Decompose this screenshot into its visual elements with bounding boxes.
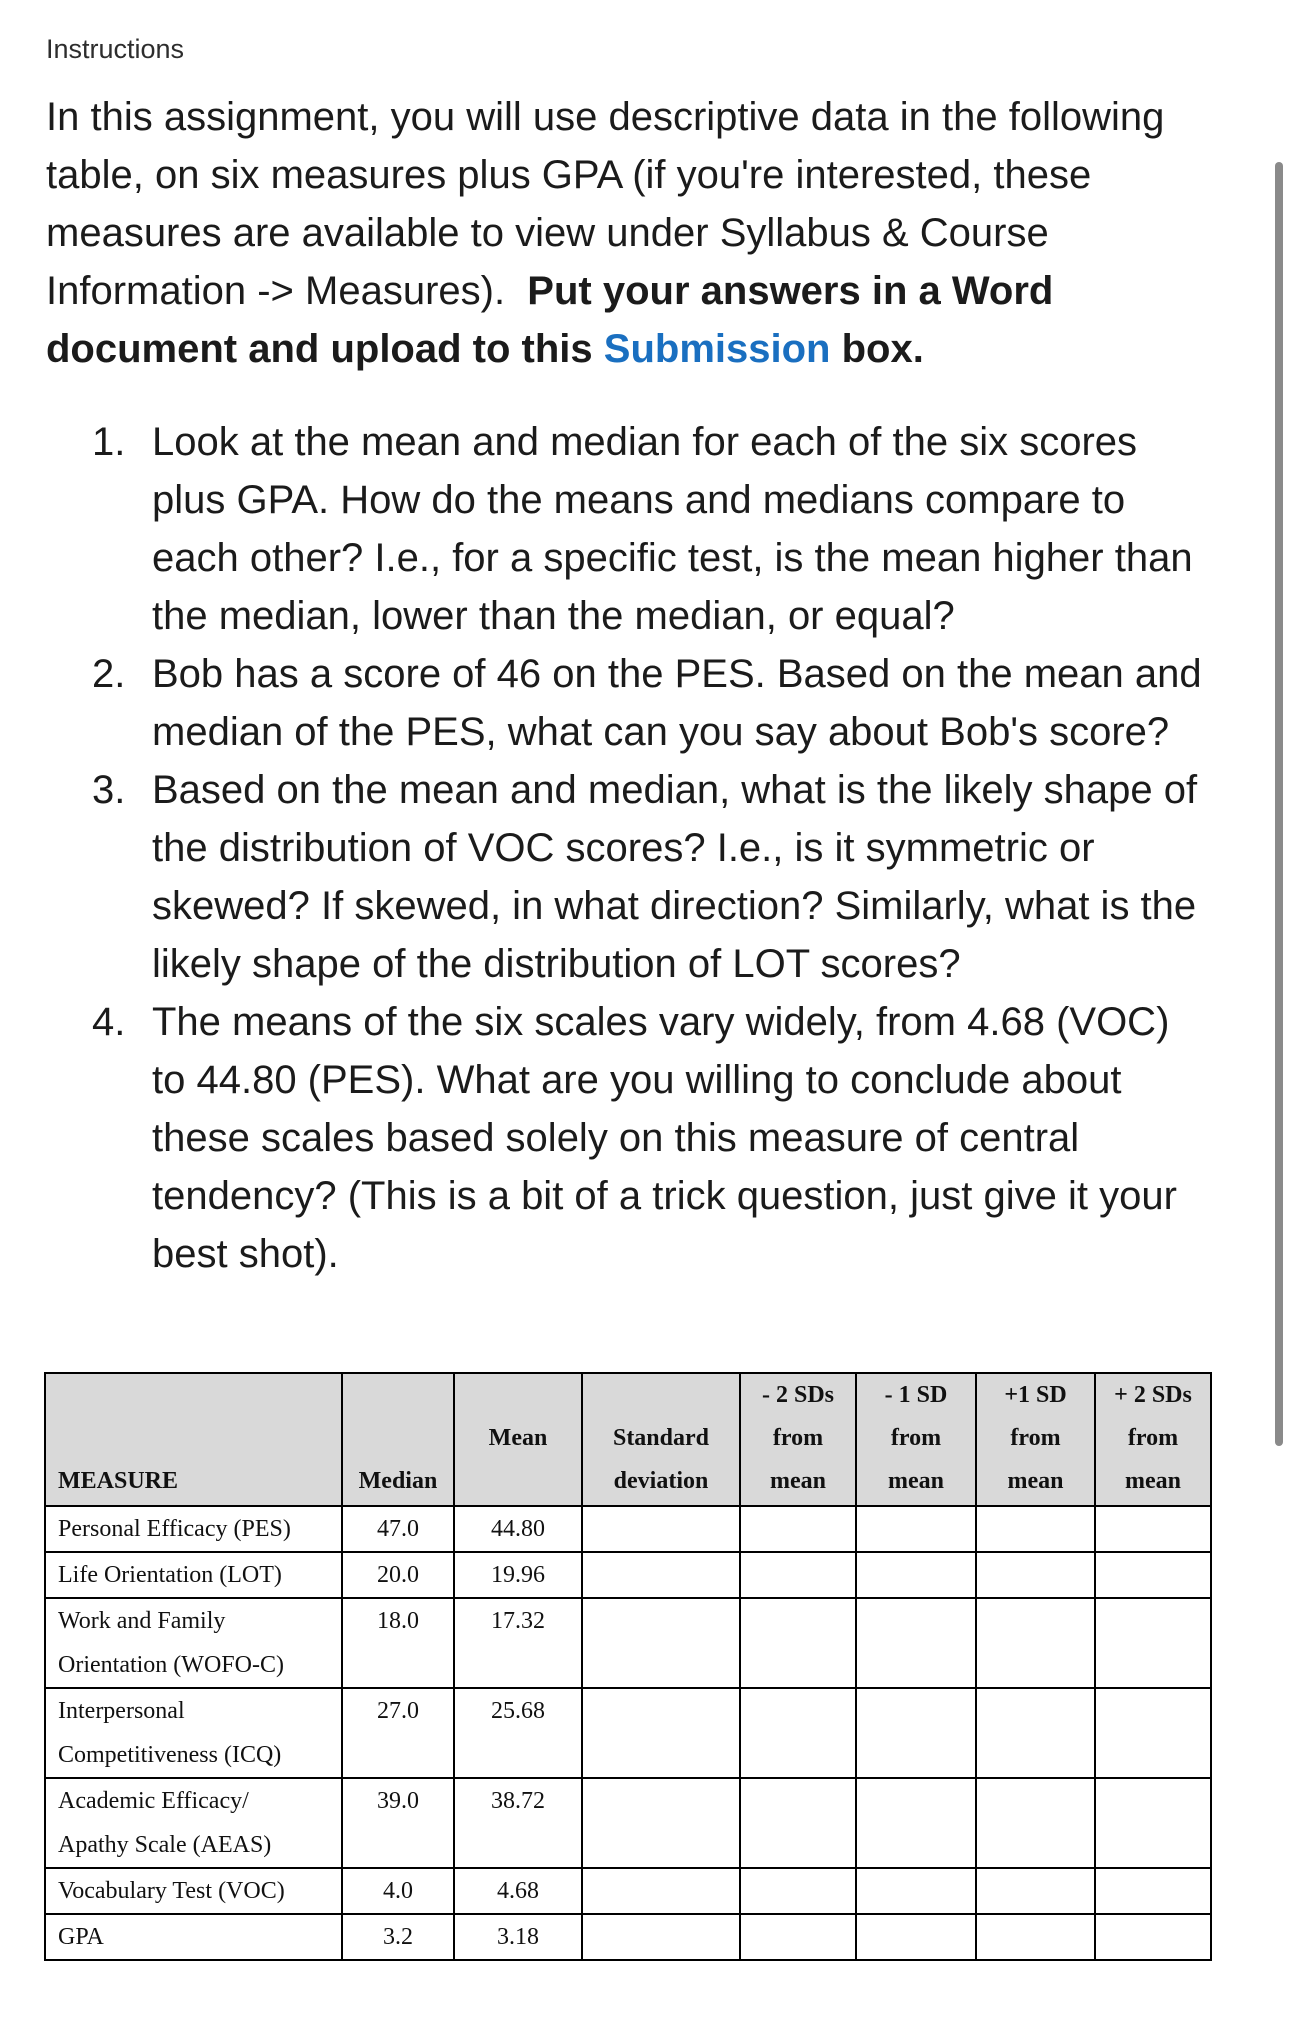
median-cell: 20.0: [342, 1552, 454, 1598]
intro-paragraph: [46, 88, 1196, 378]
descriptive-data-table: [44, 1372, 1212, 1961]
table-row: [45, 1778, 1211, 1868]
plus-1-sd-cell: [976, 1688, 1095, 1778]
measure-cell: Academic Efficacy/ Apathy Scale (AEAS): [45, 1778, 342, 1868]
sd-cell: [582, 1914, 740, 1960]
measure-cell: Vocabulary Test (VOC): [45, 1868, 342, 1914]
question-text: The means of the six scales vary widely, from 4.68 (VOC) to 44.80 (PES). What are you willing to conclude about these scales based solely on this measure of central tendency? (This is a bit of a trick question, just give it your best shot).: [152, 1000, 1177, 1276]
median-cell: 39.0: [342, 1778, 454, 1868]
measure-cell: GPA: [45, 1914, 342, 1960]
minus-2-sds-cell: [740, 1914, 856, 1960]
plus-2-sds-cell: [1095, 1688, 1211, 1778]
table-row: [45, 1914, 1211, 1960]
minus-1-sd-cell: [856, 1868, 976, 1914]
table-row: [45, 1598, 1211, 1688]
minus-1-sd-cell: [856, 1688, 976, 1778]
plus-2-sds-cell: [1095, 1778, 1211, 1868]
median-cell: 18.0: [342, 1598, 454, 1688]
question-list: [46, 413, 1206, 1283]
instructions-heading: Instructions: [46, 34, 185, 64]
mean-cell: 19.96: [454, 1552, 582, 1598]
minus-1-sd-cell: [856, 1778, 976, 1868]
sd-cell: [582, 1552, 740, 1598]
table-row: [45, 1868, 1211, 1914]
minus-2-sds-cell: [740, 1552, 856, 1598]
header-minus-1-sd: - 1 SD from mean: [856, 1373, 976, 1506]
table-row: [45, 1552, 1211, 1598]
plus-2-sds-cell: [1095, 1868, 1211, 1914]
mean-cell: 25.68: [454, 1688, 582, 1778]
intro-bold-end: box.: [841, 327, 924, 371]
minus-1-sd-cell: [856, 1598, 976, 1688]
header-plus-2-sds: + 2 SDs from mean: [1095, 1373, 1211, 1506]
header-standard-deviation: Standard deviation: [582, 1373, 740, 1506]
mean-cell: 44.80: [454, 1506, 582, 1552]
measure-cell: Work and Family Orientation (WOFO-C): [45, 1598, 342, 1688]
plus-1-sd-cell: [976, 1552, 1095, 1598]
plus-1-sd-cell: [976, 1868, 1095, 1914]
vertical-scrollbar[interactable]: [1275, 162, 1283, 1446]
plus-1-sd-cell: [976, 1778, 1095, 1868]
minus-2-sds-cell: [740, 1506, 856, 1552]
minus-2-sds-cell: [740, 1598, 856, 1688]
mean-cell: 17.32: [454, 1598, 582, 1688]
median-cell: 47.0: [342, 1506, 454, 1552]
minus-2-sds-cell: [740, 1688, 856, 1778]
median-cell: 3.2: [342, 1914, 454, 1960]
sd-cell: [582, 1688, 740, 1778]
minus-1-sd-cell: [856, 1552, 976, 1598]
question-number: 3.: [92, 768, 126, 812]
question-number: 4.: [92, 1000, 126, 1044]
mean-cell: 38.72: [454, 1778, 582, 1868]
table-header-row: [45, 1373, 1211, 1506]
minus-2-sds-cell: [740, 1868, 856, 1914]
question-number: 2.: [92, 652, 126, 696]
plus-2-sds-cell: [1095, 1506, 1211, 1552]
sd-cell: [582, 1778, 740, 1868]
minus-1-sd-cell: [856, 1914, 976, 1960]
mean-cell: 3.18: [454, 1914, 582, 1960]
header-measure: MEASURE: [45, 1373, 342, 1506]
table-row: [45, 1506, 1211, 1552]
header-mean: Mean: [454, 1373, 582, 1506]
plus-1-sd-cell: [976, 1914, 1095, 1960]
question-item: [46, 761, 1206, 993]
measure-cell: Interpersonal Competitiveness (ICQ): [45, 1688, 342, 1778]
measure-cell: Personal Efficacy (PES): [45, 1506, 342, 1552]
header-median: Median: [342, 1373, 454, 1506]
header-minus-2-sds: - 2 SDs from mean: [740, 1373, 856, 1506]
header-plus-1-sd: +1 SD from mean: [976, 1373, 1095, 1506]
question-number: 1.: [92, 420, 126, 464]
submission-link[interactable]: Submission: [603, 327, 831, 371]
question-item: [46, 413, 1206, 645]
plus-1-sd-cell: [976, 1506, 1095, 1552]
plus-2-sds-cell: [1095, 1914, 1211, 1960]
plus-1-sd-cell: [976, 1598, 1095, 1688]
question-item: [46, 645, 1206, 761]
sd-cell: [582, 1506, 740, 1552]
question-item: [46, 993, 1206, 1283]
minus-2-sds-cell: [740, 1778, 856, 1868]
question-text: Look at the mean and median for each of the six scores plus GPA. How do the means and medians compare to each other? I.e., for a specific test, is the mean higher than the median, lower than the median, or equal?: [152, 420, 1193, 638]
minus-1-sd-cell: [856, 1506, 976, 1552]
sd-cell: [582, 1868, 740, 1914]
median-cell: 27.0: [342, 1688, 454, 1778]
plus-2-sds-cell: [1095, 1598, 1211, 1688]
sd-cell: [582, 1598, 740, 1688]
mean-cell: 4.68: [454, 1868, 582, 1914]
table-row: [45, 1688, 1211, 1778]
question-text: Based on the mean and median, what is the likely shape of the distribution of VOC scores? I.e., is it symmetric or skewed? If skewed, in what direction? Similarly, what is the likely shape of the distribution of LOT scores?: [152, 768, 1198, 986]
plus-2-sds-cell: [1095, 1552, 1211, 1598]
intro-bold-text: Put your answers in a Word document and upload to this: [46, 269, 1054, 371]
median-cell: 4.0: [342, 1868, 454, 1914]
intro-text: In this assignment, you will use descriptive data in the following table, on six measures plus GPA (if you're interested, these measures are available to view under Syllabus & Course Information -> Measures).: [46, 95, 1165, 313]
question-text: Bob has a score of 46 on the PES. Based on the mean and median of the PES, what can you say about Bob's score?: [152, 652, 1202, 754]
measure-cell: Life Orientation (LOT): [45, 1552, 342, 1598]
